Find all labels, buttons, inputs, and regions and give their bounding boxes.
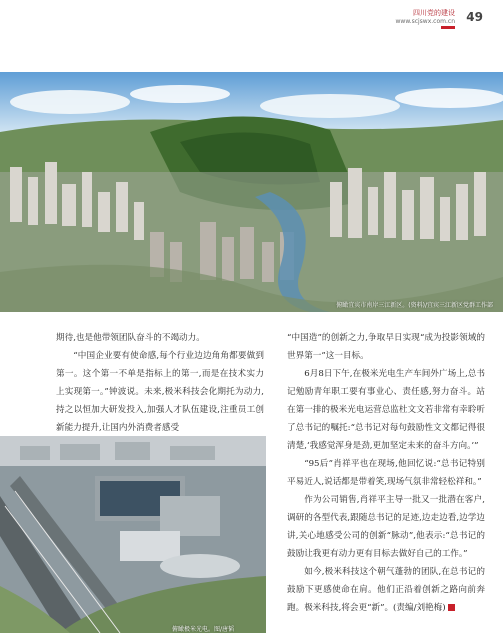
paragraph: “95后”肖祥平也在现场,他回忆说:“总书记特别平易近人,说话都是带着笑,现场气氛非常轻松祥和。” <box>287 459 485 487</box>
page-number: 49 <box>466 10 483 24</box>
bottom-photo-caption: 俯瞰极米光电。图/唐韬 <box>172 626 235 633</box>
factory-aerial-illustration <box>0 436 266 633</box>
right-text-column <box>287 329 485 617</box>
paragraph: “中国企业要有使命感,每个行业边边角角都要做到第一。这个第一不单是指标上的第一,而是在技术实力上实现第一。”钟波说。未来,极米科技会化期托为动力,持之以恒加大研发投入,加强人才队伍建设,注重员工创新能力提升,让国内外消费者感受 <box>56 351 264 433</box>
paragraph: 6月8日下午,在极米光电生产车间外广场上,总书记勉励青年职工要有事业心、责任感,努力奋斗。站在第一排的极米光电运营总监杜文文若非常有幸聆听了总书记的嘱托:“总书记对每句鼓励性文文都记得很清楚,‘我感觉浑身是劲,更加坚定未来的奋斗方向。’” <box>287 369 485 451</box>
aerial-city-illustration <box>0 72 503 312</box>
header-accent-bar <box>441 26 455 29</box>
factory-aerial-photo <box>0 436 266 633</box>
magazine-url[interactable]: www.scjswx.com.cn <box>395 18 455 25</box>
left-text-column <box>56 329 264 437</box>
final-paragraph-text: 如今,极米科技这个朝气蓬勃的团队,在总书记的鼓励下更感使命在肩。他们正沿着创新之路向前奔跑。极米科技,将会更“新”。(责编/刘艳梅) <box>287 567 485 613</box>
top-photo-caption: 俯瞰宜宾市南岸三江新区。(资料)/宜宾三江新区党群工作部 <box>336 302 493 309</box>
magazine-name: 四川党的建设 <box>413 9 455 17</box>
paragraph: 期待,也是他带领团队奋斗的不竭动力。 <box>56 333 205 343</box>
end-of-article-mark <box>448 604 455 611</box>
aerial-city-photo <box>0 72 503 312</box>
paragraph-final <box>287 563 485 617</box>
paragraph: “中国造”的创新之力,争取早日实现“成为投影领域的世界第一”这一目标。 <box>287 333 485 361</box>
paragraph: 作为公司销售,肖祥平主导一批又一批潜在客户,调研的各型代表,跟随总书记的足迹,边走边看,边学边讲,关心地感受公司的创新“脉动”,他表示:“总书记的鼓励让我更有动力更有目标去做好自己的工作。” <box>287 495 485 559</box>
page-header <box>297 6 497 36</box>
